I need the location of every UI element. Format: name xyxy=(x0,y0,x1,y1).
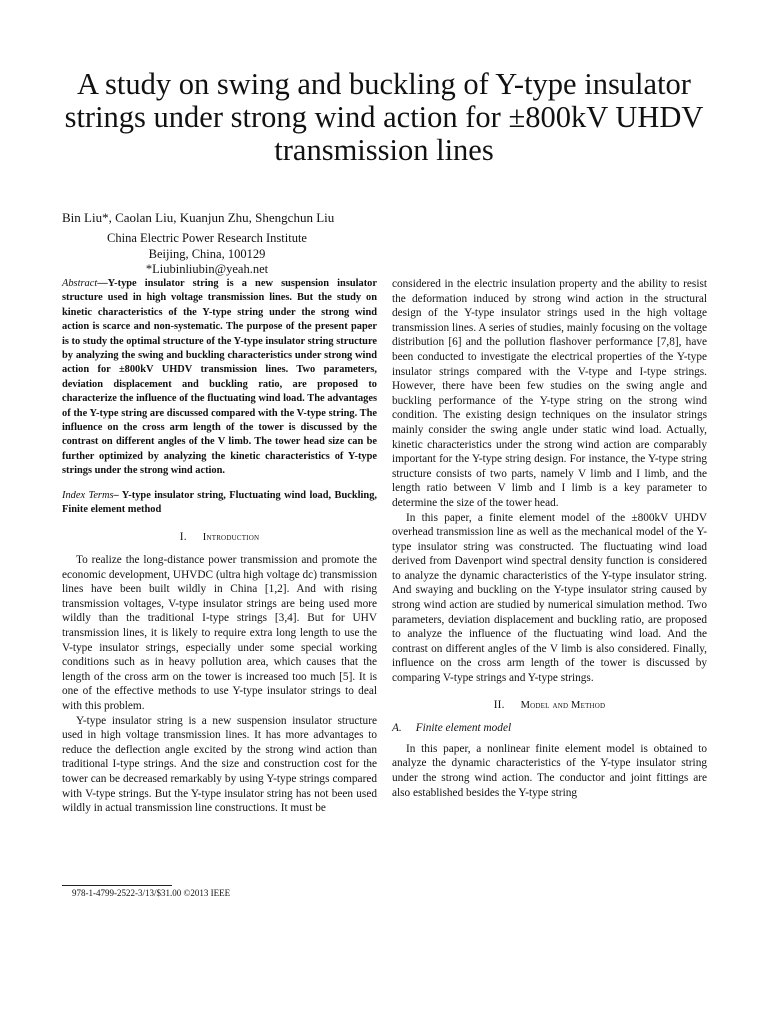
index-terms-lead: Index Terms xyxy=(62,489,114,501)
section-title: Introduction xyxy=(202,531,260,543)
section-heading-model-method xyxy=(392,698,707,714)
model-paragraph-1: In this paper, a nonlinear finite element model is obtained to analyze the dynamic characteristics of the Y-type insulator string under the strong wind action. The conductor and joint fittings are also established besides the Y-type string xyxy=(392,742,707,799)
intro-paragraph-4: In this paper, a finite element model of the ±800kV UHDV overhead transmission line as well as the mechanical model of the Y-type insulator string was constructed. The fluctuating wind load derived from Davenport wind spectral density function is considered to analyze the dynamic characteristics of the Y-type insulator string. And swaying and buckling on the Y-type insulator string caused by strong wind action are studied by numerical simulation method. Two parameters, deviation displacement and buckling ratio, are proposed to analyze the influence of the fluctuating wind load. And the contrast on different angles of the V limb is also considered. Finally, influence on the cross arm length of the tower is discussed by comparing V-type strings and Y-type strings. xyxy=(392,511,707,685)
intro-paragraph-3: considered in the electric insulation property and the ability to resist the deformation induced by strong wind action in the structural design of the Y-type insulator strings used in the high voltage transmission lines. A series of studies, mainly focusing on the voltage distribution [6] and the pollution flashover performance [7,8], have been conducted to investigate the electrical properties of the Y-type insulator strings compared with the V-type and I-type strings. However, there have been few studies on the swing angle and buckling performance of the Y-type string on the strong wind condition. The existing design techniques on the insulator strings mainly consider the swing angle under static wind load. Actually, kinetic characteristics under the strong wind action are comparably important for the Y-type string design. For instance, the Y-type string structure consists of two parts, namely V limb and I limb, and the length ratio between V limb and I limb is a key parameter to determine the size of the tower head. xyxy=(392,278,707,509)
intro-paragraph-1: To realize the long-distance power transmission and promote the economic development, UHVDC (ultra high voltage dc) transmission lines have been built wildly in China [1,2]. And with rising transmission voltages, V-type insulator strings are being used more wildly than the traditional I-type strings [3,4]. But for UHV transmission lines, it is likely to require extra long length to use the V-type insulator strings, especially under some special working conditions such as in heavy pollution area, which causes that the length of the cross arm on the tower is increased too much [5]. It is one of the effective methods to use Y-type insulator strings to deal with this problem. xyxy=(62,554,377,713)
section-title: Model and Method xyxy=(520,699,606,711)
subsection-heading xyxy=(392,721,707,736)
section-number: II. xyxy=(493,698,505,711)
abstract-lead: Abstract xyxy=(62,278,98,289)
copyright-footnote: 978-1-4799-2522-3/13/$31.00 ©2013 IEEE xyxy=(72,888,231,898)
affiliation-city: Beijing, China, 100129 xyxy=(148,247,266,261)
index-terms-text: – Y-type insulator string, Fluctuating wind load, Buckling, Finite element method xyxy=(62,489,378,516)
section-heading-introduction xyxy=(62,530,377,546)
footnote-rule xyxy=(62,885,172,886)
subsection-title: Finite element model xyxy=(415,722,512,735)
left-column xyxy=(62,277,377,816)
intro-paragraph-2: Y-type insulator string is a new suspension insulator structure used in high voltage transmission lines. It has more advantages to reduce the deflection angle excited by the strong wind action than traditional I-type strings. And the size and construction cost for the tower can be decreased remarkably by using Y-type strings compared with V-type strings. But the Y-type insulator string has not been used wildly in actual transmission line constructions. It must be xyxy=(62,714,377,815)
affiliation-institute: China Electric Power Research Institute xyxy=(107,231,307,245)
index-terms xyxy=(62,489,377,518)
abstract xyxy=(62,277,377,479)
affiliation-email: *Liubinliubin@yeah.net xyxy=(145,262,269,276)
section-number: I. xyxy=(179,530,187,543)
paper-title: A study on swing and buckling of Y-type insulator strings under strong wind action for ±800kV UHDV transmission lines xyxy=(64,67,704,167)
author-list: Bin Liu*, Caolan Liu, Kuanjun Zhu, Shengchun Liu xyxy=(62,210,335,225)
abstract-text: —Y-type insulator string is a new suspension insulator structure used in high voltage transmission lines. But the study on kinetic characteristics of the Y-type string under the strong wind action is scarce and non-systematic. The purpose of the present paper is to study the optimal structure of the Y-type insulator string structure by analyzing the swing and buckling characteristics under strong wind action for ±800kV UHDV transmission lines. Two parameters, deviation displacement and buckling ratio, are proposed to characterize the influence of the fluctuating wind load. The advantages of the Y-type string are discussed compared with the V-type string. The influence on the cross arm length of the tower is discussed by the contrast on different angles of the V limb. The tower head size can be further optimized by analyzing the kinetic characteristics of Y-type strings under the strong wind action. xyxy=(62,278,377,477)
subsection-number: A. xyxy=(392,722,402,735)
right-column xyxy=(392,277,707,800)
